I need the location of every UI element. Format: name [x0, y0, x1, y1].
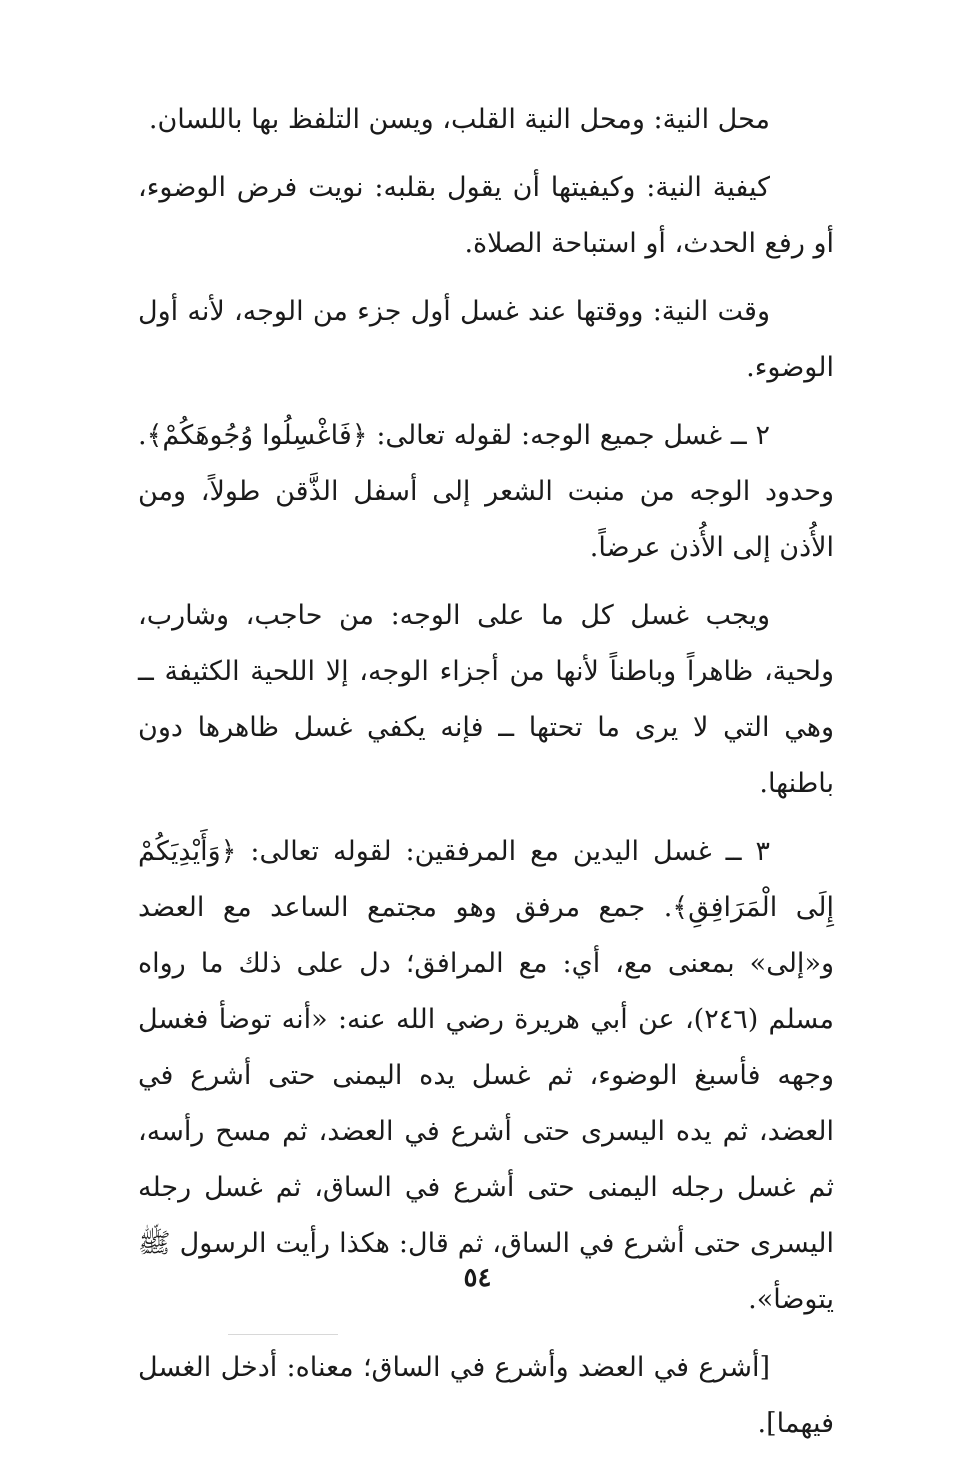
paragraph-washing-face: ٢ ــ غسل جميع الوجه: لقوله تعالى: ﴿فَاغْسِلُوا وُجُوهَكُمْ﴾. وحدود الوجه من منبت الشعر إلى أسفل الذَّقن طولاً، ومن الأُذن إلى الأُذن عرضاً.	[138, 420, 834, 563]
paragraph-intention-place: محل النية: ومحل النية القلب، ويسن التلفظ بها باللسان.	[148, 104, 770, 135]
paragraph-face-hair: ويجب غسل كل ما على الوجه: من حاجب، وشارب، ولحية، ظاهراً وباطناً لأنها من أجزاء الوجه، إلا اللحية الكثيفة ــ وهي التي لا يرى ما تحتها ــ فإنه يكفي غسل ظاهرها دون باطنها.	[138, 600, 834, 799]
paragraph-washing-hands: ٣ ــ غسل اليدين مع المرفقين: لقوله تعالى: ﴿وَأَيْدِيَكُمْ إِلَى الْمَرَافِقِ﴾. جمع مرفق وهو مجتمع الساعد مع العضد و«إلى» بمعنى مع، أي: مع المرافق؛ دل على ذلك ما رواه مسلم (٢٤٦)، عن أبي هريرة رضي الله عنه: «أنه توضأ فغسل وجهه فأسبغ الوضوء، ثم غسل يده اليمنى حتى أشرع في العضد، ثم يده اليسرى حتى أشرع في العضد، ثم مسح رأسه، ثم غسل رجله اليمنى حتى أشرع في الساق، ثم غسل رجله اليسرى حتى أشرع في الساق، ثم قال: هكذا رأيت الرسول ﷺ يتوضأ».	[138, 836, 834, 1315]
paragraph-intention-time: وقت النية: ووقتها عند غسل أول جزء من الوجه، لأنه أول الوضوء.	[138, 296, 834, 383]
page-number: ٥٤	[463, 1263, 492, 1293]
scan-artifact	[228, 1334, 338, 1335]
paragraph-intention-manner: كيفية النية: وكيفيتها أن يقول بقلبه: نويت فرض الوضوء، أو رفع الحدث، أو استباحة الصلاة.	[138, 172, 834, 259]
paragraph-note: [أشرع في العضد وأشرع في الساق؛ معناه: أدخل الغسل فيهما].	[138, 1352, 834, 1439]
